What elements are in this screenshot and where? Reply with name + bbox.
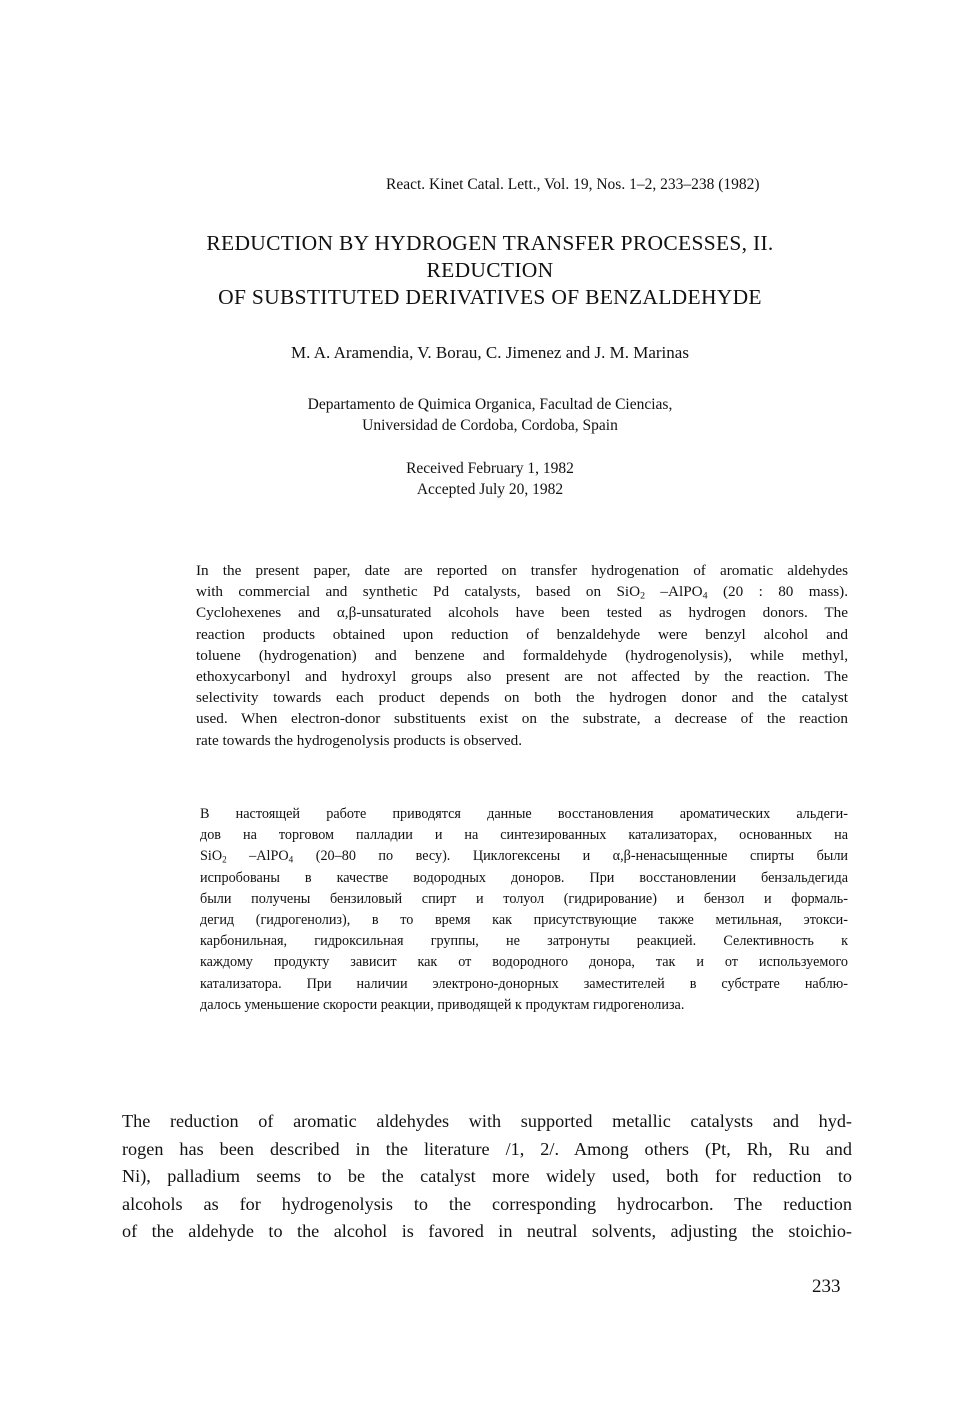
received-date: Received February 1, 1982 [406,460,574,477]
abstract-ru-line: далось уменьшение скорости реакции, приводящей к продуктам гидрогенолиза. [200,996,685,1013]
subscript: 4 [288,854,294,865]
abstract-ru-line: дегид (гидрогенолиз), в то время как присутствующие также метильная, этокси- [200,912,848,929]
abstract-en-line: toluene (hydrogenation) and benzene and formaldehyde (hydrogenolysis), while methyl, [196,646,848,664]
abstract-ru-line: испробованы в качестве водородных доноров. При восстановлении бензальдегида [200,869,848,886]
abstract-en-line: used. When electron-donor substituents exist on the substrate, a decrease of the reaction [196,710,848,728]
abstract-ru-text: (20–80 по весу). Циклогексены и α,β-ненасыщенные спирты были [293,848,848,865]
affiliation [120,394,860,436]
author-list: M. A. Aramendia, V. Borau, C. Jimenez and J. M. Marinas [291,343,689,362]
body-line: of the aldehyde to the alcohol is favored in neutral solvents, adjusting the stoichio- [122,1221,852,1241]
accepted-date: Accepted July 20, 1982 [416,481,564,498]
abstract-ru-line: В настоящей работе приводятся данные восстановления ароматических альдеги- [200,806,848,822]
abstract-en-line: In the present paper, date are reported on transfer hydrogenation of aromatic aldehydes [196,562,848,579]
subscript: 2 [640,590,646,602]
paper-title [120,230,860,311]
abstract-en-text: (20 : 80 mass). [707,583,848,601]
abstract-english [196,560,848,751]
abstract-en-line: rate towards the hydrogenolysis products is observed. [196,731,523,749]
abstract-ru-line: катализатора. При наличии электроно-донорных заместителей в субстрате наблю- [200,975,848,992]
body-line: alcohols as for hydrogenolysis to the corresponding hydrocarbon. The reduction [122,1193,852,1214]
abstract-ru-text: –AlPO [226,848,289,865]
abstract-en-line: reaction products obtained upon reduction of benzaldehyde were benzyl alcohol and [196,625,848,643]
body-line: rogen has been described in the literature /1, 2/. Among others (Pt, Rh, Ru and [122,1138,852,1159]
abstract-ru-line [200,846,848,867]
body-paragraph [122,1108,852,1246]
journal-citation: React. Kinet Catal. Lett., Vol. 19, Nos. 1–2, 233–238 (1982) [386,176,760,193]
abstract-en-line [196,581,848,602]
subscript: 4 [702,590,708,602]
affiliation-line-1: Departamento de Quimica Organica, Facultad de Ciencias, [307,396,673,413]
abstract-ru-line: были получены бензиловый спирт и толуол (гидрирование) и бензол и формаль- [200,890,848,907]
title-line-3: OF SUBSTITUTED DERIVATIVES OF BENZALDEHYDE [218,285,762,309]
abstract-en-text: with commercial and synthetic Pd catalysts, based on SiO [196,583,641,601]
page-number: 233 [812,1276,841,1297]
title-line-1: REDUCTION BY HYDROGEN TRANSFER PROCESSES, II. [206,231,774,255]
body-line: Ni), palladium seems to be the catalyst more widely used, both for reduction to [122,1166,852,1186]
abstract-en-line: Cyclohexenes and α,β-unsaturated alcohols have been tested as hydrogen donors. The [196,604,848,622]
abstract-ru-line: каждому продукту зависит как от водородного донора, так и от используемого [200,954,848,971]
abstract-ru-line: дов на торговом палладии и на синтезированных катализаторах, основанных на [200,827,848,844]
abstract-en-line: selectivity towards each product depends on both the hydrogen donor and the catalyst [196,689,848,707]
body-line: The reduction of aromatic aldehydes with supported metallic catalysts and hyd- [122,1111,852,1131]
title-line-2: REDUCTION [426,258,554,282]
abstract-ru-line: карбонильная, гидроксильная группы, не затронуты реакцией. Селективность к [200,933,848,950]
affiliation-line-2: Universidad de Cordoba, Cordoba, Spain [362,417,618,434]
abstract-ru-text: SiO [200,848,223,865]
subscript: 2 [222,854,227,865]
abstract-russian [200,804,848,1016]
manuscript-dates [120,458,860,500]
abstract-en-text: –AlPO [645,583,703,601]
abstract-en-line: ethoxycarbonyl and hydroxyl groups also present are not affected by the reaction. The [196,668,848,686]
